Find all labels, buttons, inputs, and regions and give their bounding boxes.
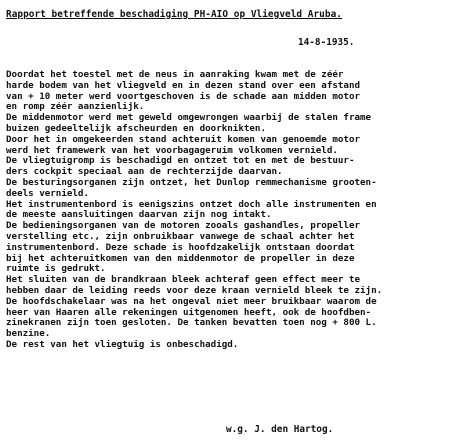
report-date: 14-8-1935. <box>298 37 355 48</box>
report-line: De bedieningsorganen van de motoren zooals gashandles, propeller <box>6 221 361 232</box>
report-title: Rapport betreffende beschadiging PH-AIO op Vliegveld Aruba. <box>6 9 342 20</box>
report-line: harde bodem van het vliegveld en in dezen stand over een afstand <box>6 80 361 91</box>
report-line: en romp zéér aanzienlijk. <box>6 102 145 113</box>
report-line: buizen gedeeltelijk afscheurden en doorknikten. <box>6 123 266 134</box>
report-line: bij het achteruitkomen van den middenmotor de propeller in deze <box>6 253 355 264</box>
report-line: De rest van het vliegtuig is onbeschadigd. <box>6 339 239 350</box>
report-body <box>6 70 468 351</box>
report-line: ruimte is gedrukt. <box>6 264 106 275</box>
report-line: Doordat het toestel met de neus in aanraking kwam met de zéér <box>6 70 344 80</box>
report-line: instrumentenbord. Deze schade is hoofdzakelijk ontstaan doordat <box>6 242 355 253</box>
report-line: Het instrumentenbord is eenigszins ontzet doch alle instrumenten en <box>6 199 377 210</box>
report-line: zinekranen zijn toen gesloten. De tanken bevatten toen nog + 800 L. <box>6 318 377 329</box>
report-line: werd het framewerk van het voorbagageruim volkomen vernield. <box>6 145 338 156</box>
report-line: De middenmotor werd met geweld omgewrongen waarbij de stalen frame <box>6 113 372 124</box>
report-line: De vliegtuigromp is beschadigd en ontzet tot en met de bestuur- <box>6 156 355 167</box>
report-line: benzine. <box>6 329 51 340</box>
report-line: deels vernield. <box>6 188 89 199</box>
report-line: Het sluiten van de brandkraan bleek achteraf geen effect meer te <box>6 275 361 286</box>
report-line: Door het in omgekeerden stand achteruit komen van genoemde motor <box>6 134 361 145</box>
report-line: de meeste aansluitingen daarvan zijn nog intakt. <box>6 210 272 221</box>
report-line: van + 10 meter werd voortgeschoven is de schade aan midden motor <box>6 91 361 102</box>
signature-line: w.g. J. den Hartog. <box>226 424 334 435</box>
report-line: heer van Haaren alle rekeningen uitgenomen heeft, ook de hoofdben- <box>6 307 372 318</box>
report-line: ders cockpit speciaal aan de rechterzijde daarvan. <box>6 167 283 178</box>
report-line: De hoofdschakelaar was na het ongeval niet meer bruikbaar waarom de <box>6 296 377 307</box>
report-line: hebben daar de leiding reeds voor deze kraan vernield bleek te zijn. <box>6 285 383 296</box>
report-line: De besturingsorganen zijn ontzet, het Dunlop remmechanisme grooten- <box>6 177 377 188</box>
report-line: verstelling etc., zijn onbruikbaar vanwege de schaal achter het <box>6 231 355 242</box>
